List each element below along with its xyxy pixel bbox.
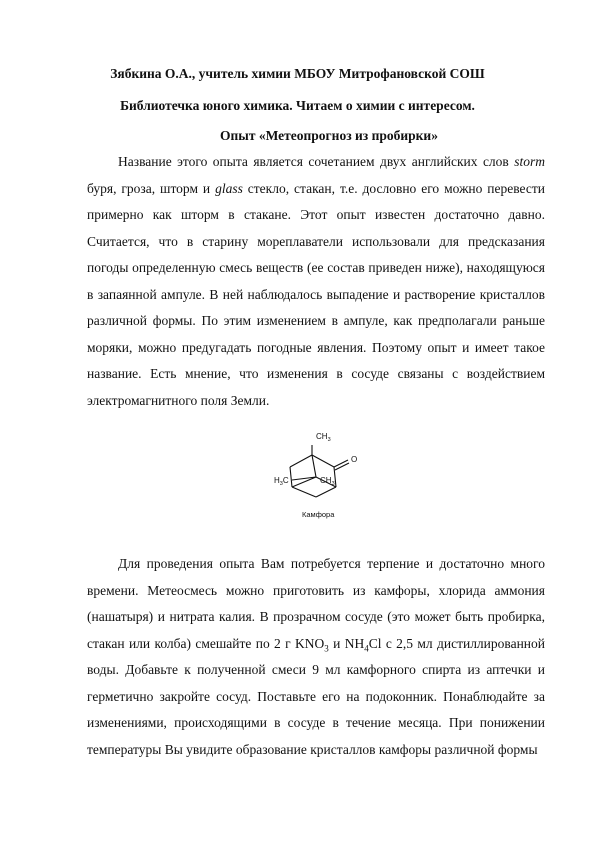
author-line: Зябкина О.А., учитель химии МБОУ Митрофановской СОШ (110, 66, 485, 81)
text-run: и NH (328, 635, 365, 651)
camphor-bonds (290, 445, 349, 497)
word-glass: glass (215, 180, 243, 196)
text-run: Cl с 2,5 мл дистиллированной воды. Добавьте к полученной смеси 9 мл камфорного спирта из аптечки и герметично закройте сосуд. Поставьте его на подоконник. Понаблюдайте за изменениями, происходящими в сосуде в течение месяца. При понижении температуры Вы увидите образование кристаллов камфоры различной формы (87, 635, 546, 757)
subscript: 3 (324, 643, 329, 654)
series-title: Библиотечка юного химика. Читаем о химии с интересом. (120, 98, 475, 113)
text-run: Для проведения опыта Вам потребуется терпение и достаточно много времени. Метеосмесь можно приготовить из камфоры, хлорида аммония (нашатыря) и нитрата калия. В прозрачном сосуде (это может быть пробирка, стакан или колба) смешайте по 2 г KNO (87, 556, 545, 651)
camphor-structure-figure (270, 425, 380, 525)
label-oxygen: O (351, 455, 358, 464)
label-ch3-top: $CH_3$ (316, 432, 331, 443)
experiment-title: Опыт «Метеопрогноз из пробирки» (220, 128, 438, 143)
paragraph-procedure (87, 551, 545, 763)
label-ch3-mid: $CH_3$ (320, 476, 335, 487)
paragraph-intro (87, 149, 545, 414)
text-run: Название этого опыта является сочетанием двух английских слов (118, 154, 515, 169)
subscript: 4 (364, 643, 369, 654)
text-run: буря, гроза, шторм и (87, 180, 216, 196)
text-run: стекло, стакан, т.е. дословно его можно перевести примерно как шторм в стакане. Этот опыт известен достаточно давно. Считается, что в старину мореплаватели использовали для предсказания погоды определенную смесь веществ (ее состав приведен ниже), находящуюся в запаянной ампуле. В ней наблюдалось выпадение и растворение кристаллов различной формы. По этим изменением в ампуле, как предполагали раньше моряки, можно предугадать погодные явления. Поэтому опыт и имеет такое название. Есть мнение, что изменения в сосуде связаны с воздействием электромагнитного поля Земли. (87, 180, 545, 408)
figure-caption: Камфора (302, 510, 335, 519)
word-storm: storm (514, 154, 545, 169)
label-h3c: $H_3C$ (274, 476, 289, 487)
